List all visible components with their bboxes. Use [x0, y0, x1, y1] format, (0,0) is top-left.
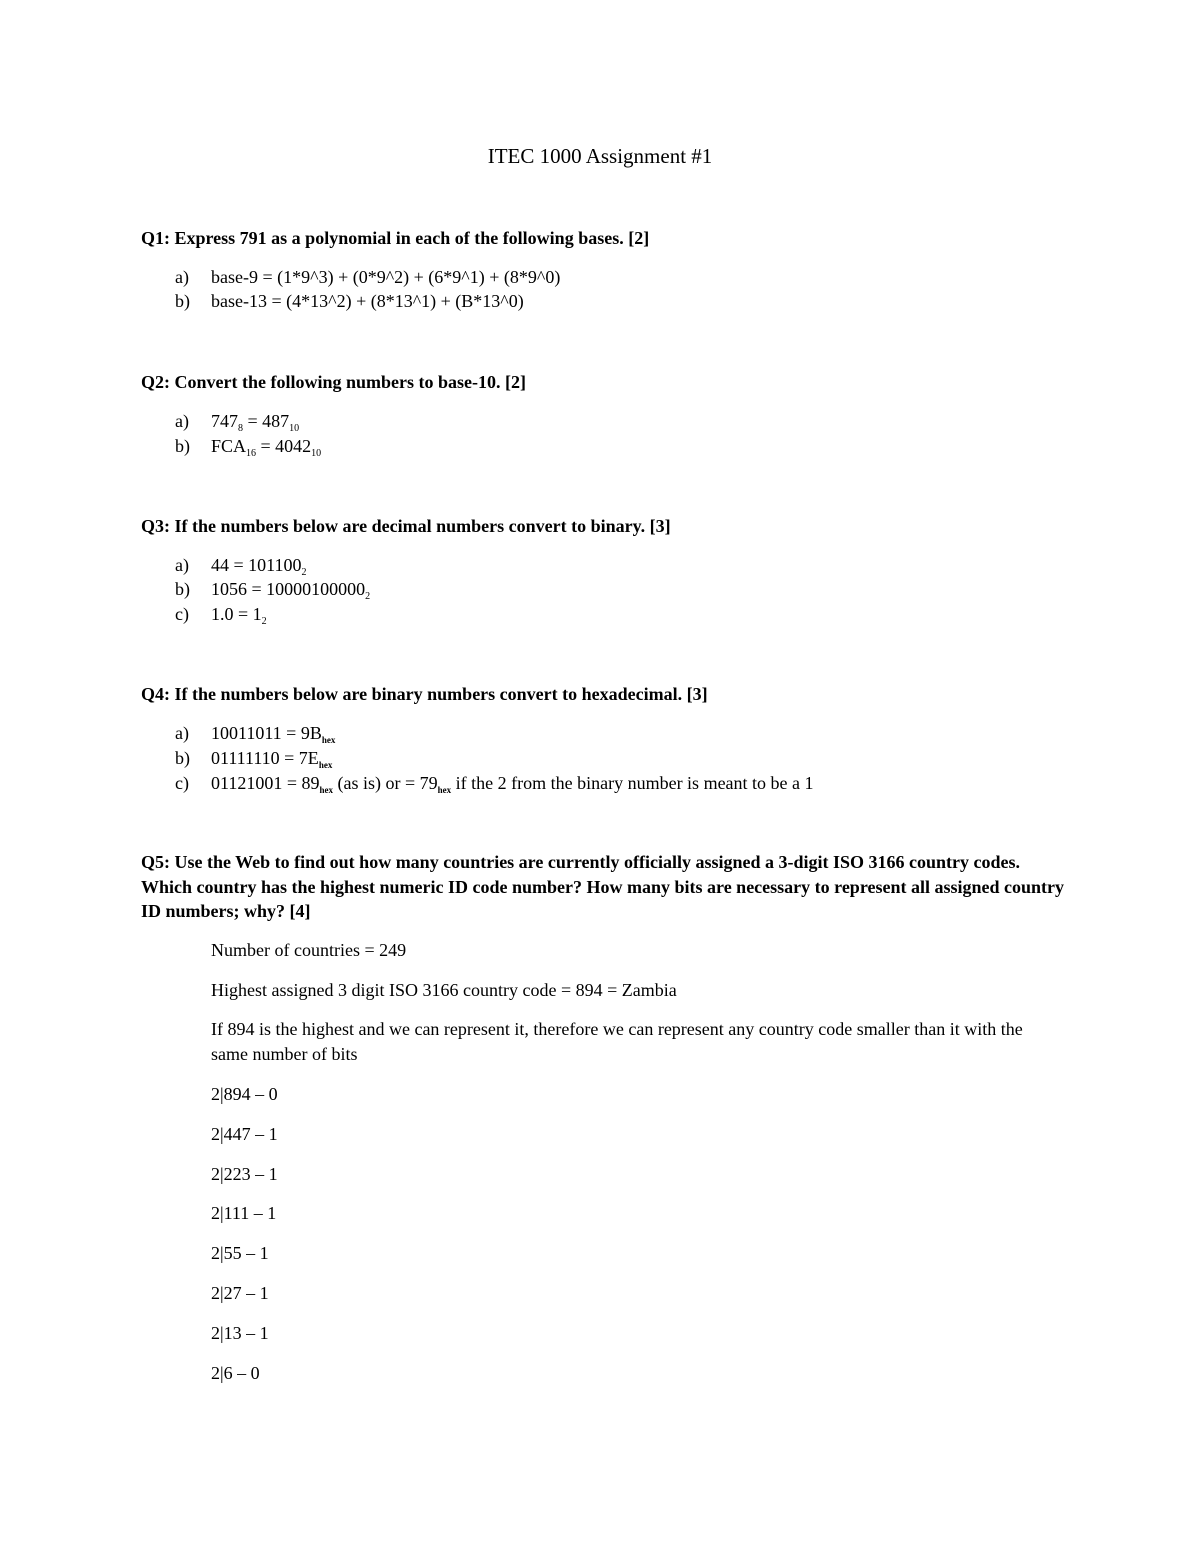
item-label: c): [175, 604, 189, 624]
q4-item-c: [175, 771, 814, 795]
item-label: b): [175, 748, 190, 768]
item-label: a): [175, 267, 189, 287]
item-text: 1.0 = 1: [211, 604, 262, 624]
q5-division-step: 2|55 – 1: [211, 1243, 269, 1263]
item-note: if the 2 from the binary number is meant to be a 1: [451, 773, 814, 793]
q5-division-step: 2|223 – 1: [211, 1164, 278, 1184]
item-label: a): [175, 411, 189, 431]
item-text: 10011011 = 9B: [211, 723, 322, 743]
item-result: = 487: [243, 411, 290, 431]
page-title: ITEC 1000 Assignment #1: [487, 144, 713, 168]
q3-item-c: [175, 602, 267, 626]
q5-division-step: 2|13 – 1: [211, 1323, 269, 1343]
item-base: 2: [365, 591, 371, 602]
item-base: 2: [261, 616, 267, 627]
q5-division-step: 2|111 – 1: [211, 1203, 277, 1223]
q5-division-step: 2|894 – 0: [211, 1084, 278, 1104]
q5-division-step: 2|27 – 1: [211, 1283, 269, 1303]
q2-item-b: [175, 434, 321, 458]
item-text: 44 = 101100: [211, 555, 302, 575]
q4-heading: Q4: If the numbers below are binary numbers convert to hexadecimal. [3]: [141, 684, 708, 704]
q5-division-step: 2|447 – 1: [211, 1124, 278, 1144]
q5-answer-reasoning: If 894 is the highest and we can represent it, therefore we can represent any country code smaller than it with the same number of bits: [211, 1019, 1023, 1064]
q4-item-a: [175, 721, 335, 745]
item-result: = 4042: [256, 436, 312, 456]
item-alt-base: hex: [437, 785, 452, 795]
q5-division-step: 2|6 – 0: [211, 1363, 260, 1383]
item-text: 01121001 = 89: [211, 773, 320, 793]
item-text: base-13 = (4*13^2) + (8*13^1) + (B*13^0): [211, 291, 524, 311]
item-base: 16: [246, 448, 257, 459]
item-base: 2: [301, 567, 307, 578]
item-result-base: 10: [289, 423, 300, 434]
item-base: hex: [321, 735, 336, 745]
item-alt-text: (as is) or = 79: [332, 773, 438, 793]
item-number: 747: [211, 411, 238, 431]
item-label: a): [175, 555, 189, 575]
item-text: base-9 = (1*9^3) + (0*9^2) + (6*9^1) + (8*9^0): [211, 267, 561, 287]
q5-answer-count: Number of countries = 249: [211, 940, 407, 960]
item-text: 01111110 = 7E: [211, 748, 319, 768]
item-label: b): [175, 436, 190, 456]
q2-item-a: [175, 409, 299, 433]
item-label: b): [175, 579, 190, 599]
item-base: hex: [318, 760, 333, 770]
q1-heading: Q1: Express 791 as a polynomial in each of the following bases. [2]: [141, 228, 650, 248]
item-label: a): [175, 723, 189, 743]
q2-heading: Q2: Convert the following numbers to base-10. [2]: [141, 372, 526, 392]
q5-answer-highest: Highest assigned 3 digit ISO 3166 country code = 894 = Zambia: [211, 980, 677, 1000]
item-base: hex: [319, 785, 333, 795]
q1-item-b: [175, 289, 524, 313]
item-label: c): [175, 773, 189, 793]
q5-heading: Q5: Use the Web to find out how many countries are currently officially assigned a 3-digit ISO 3166 country codes. Which country has the highest numeric ID code number? How many bits are necessary to represent all assigned country ID numbers; why? [4]: [141, 852, 1064, 921]
item-result-base: 10: [311, 448, 322, 459]
q3-item-b: [175, 577, 370, 601]
q1-item-a: [175, 265, 560, 289]
item-label: b): [175, 291, 190, 311]
q4-item-b: [175, 746, 332, 770]
q3-item-a: [175, 553, 306, 577]
item-number: FCA: [211, 436, 247, 456]
q3-heading: Q3: If the numbers below are decimal numbers convert to binary. [3]: [141, 516, 671, 536]
item-text: 1056 = 10000100000: [211, 579, 366, 599]
item-base: 8: [238, 423, 243, 434]
